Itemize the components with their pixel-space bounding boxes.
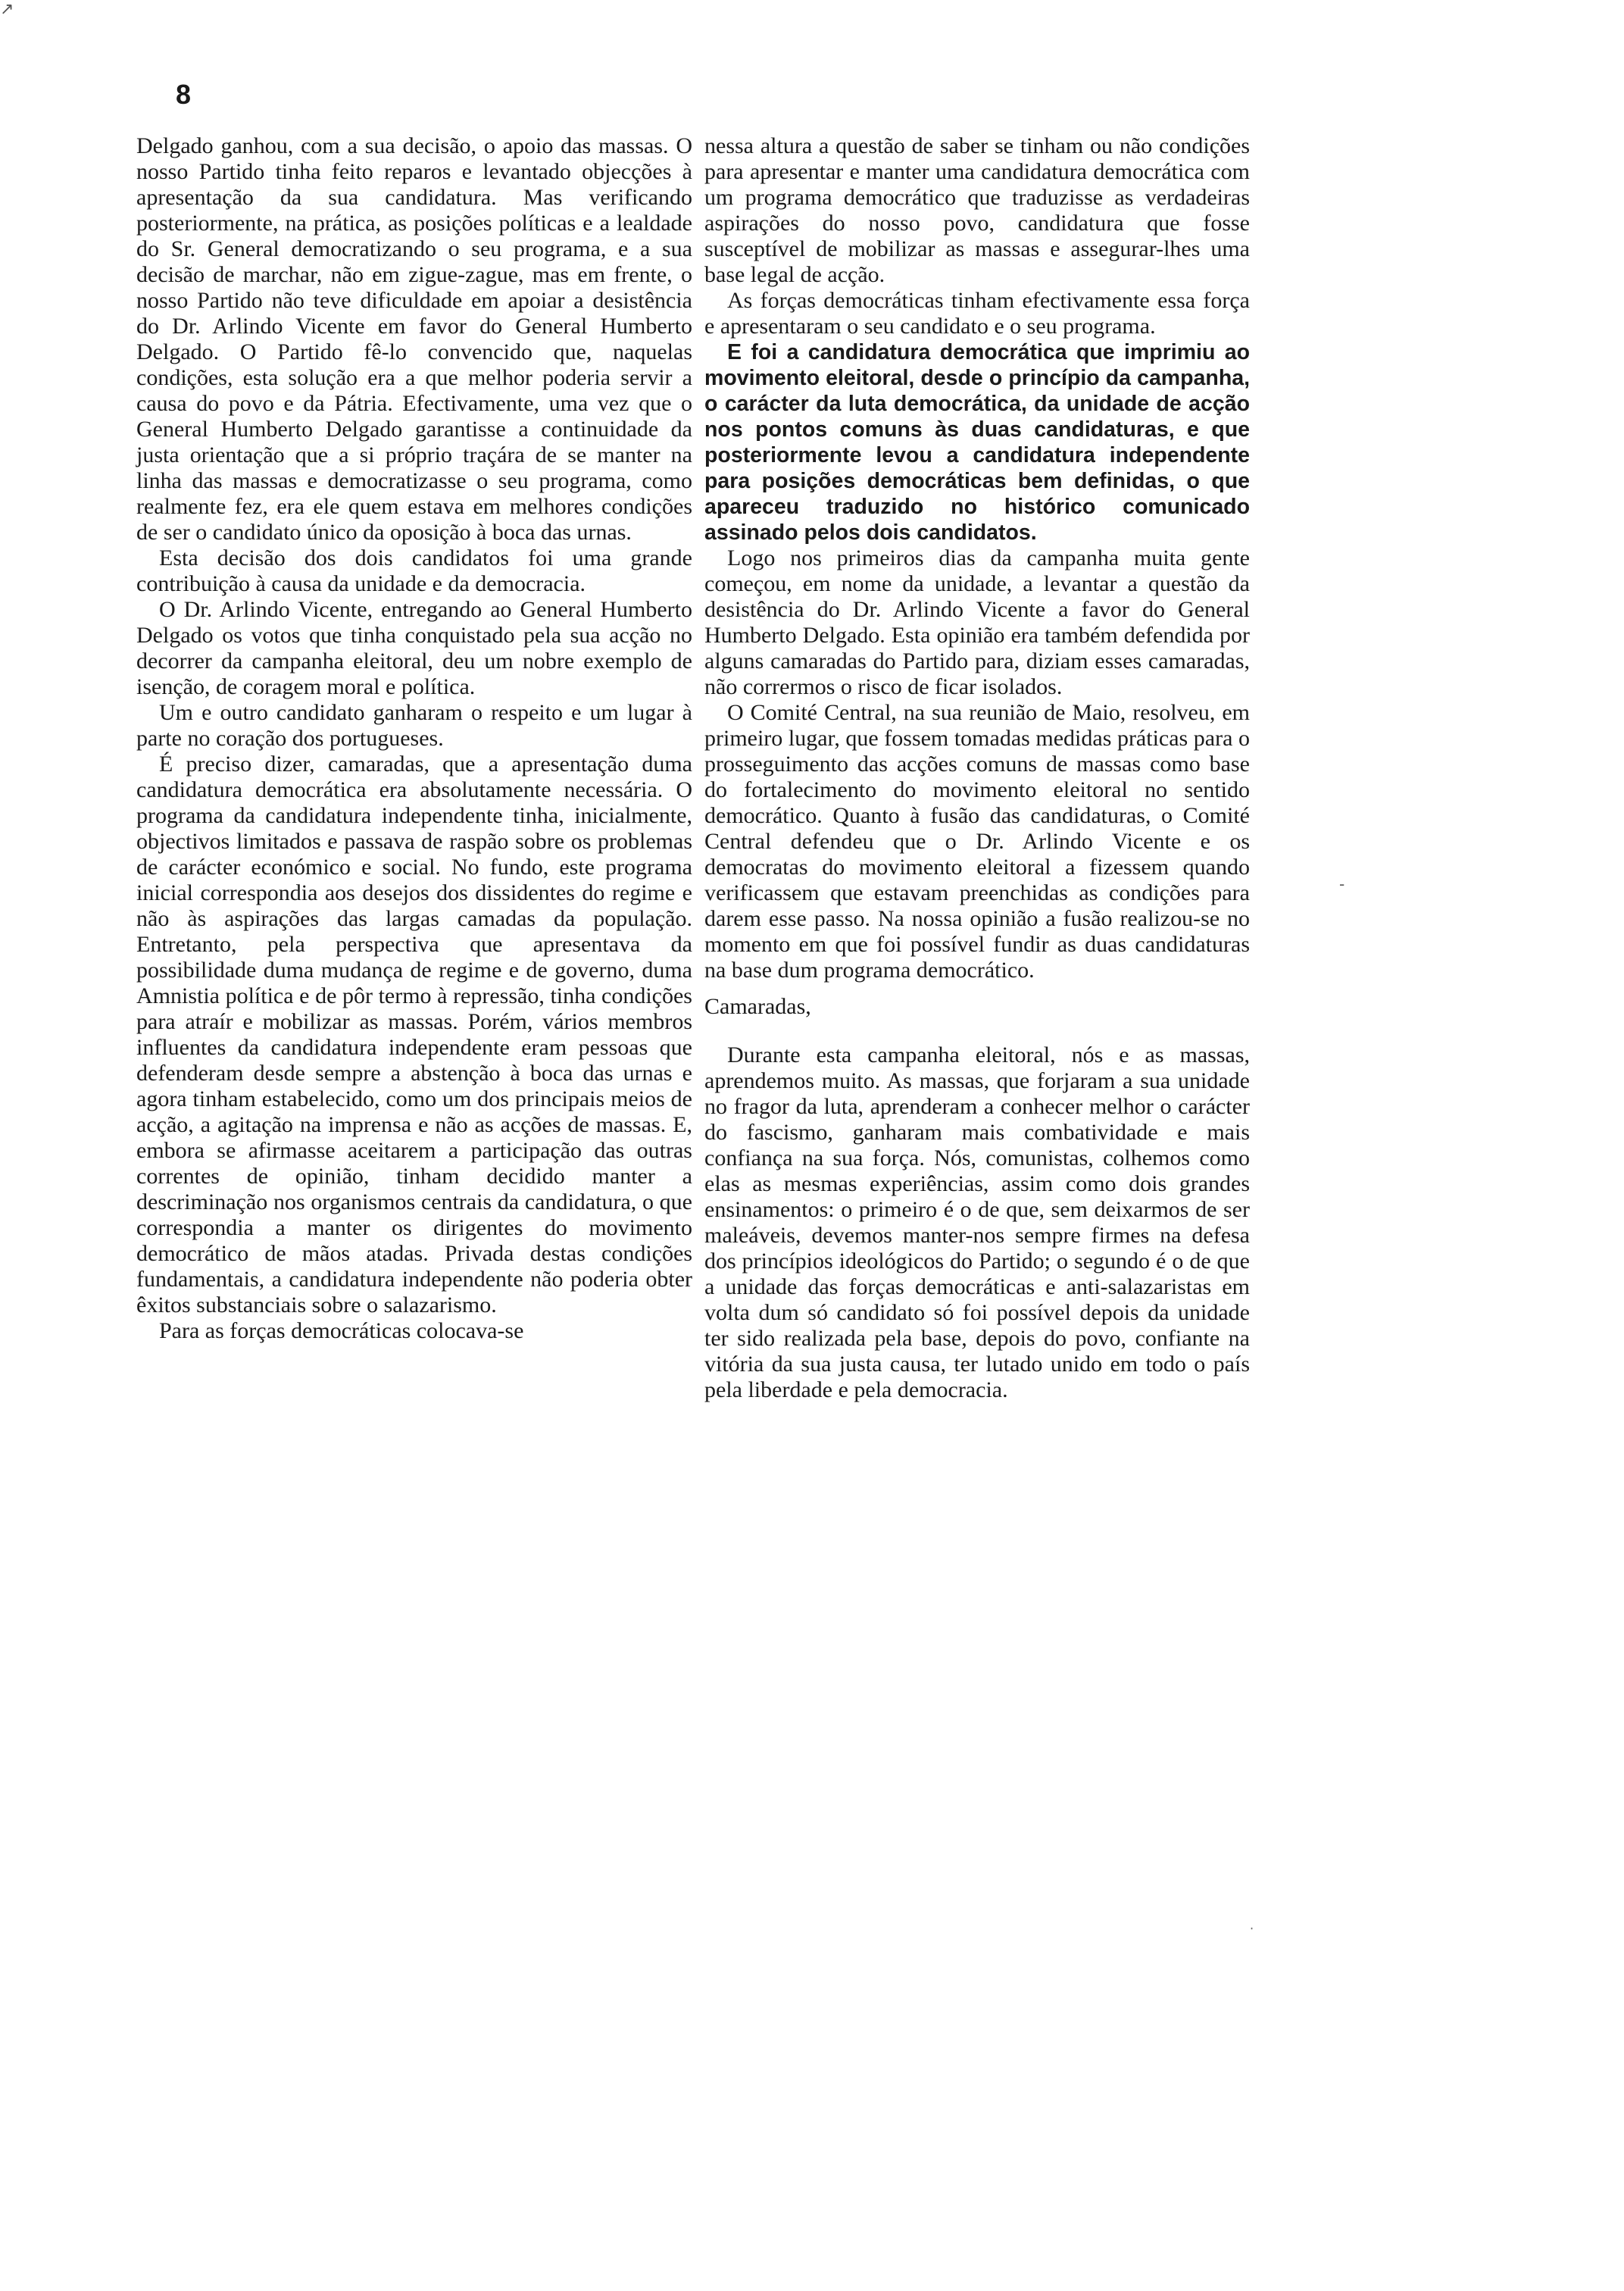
scan-mark: · xyxy=(1250,1921,1254,1936)
body-paragraph: As forças democráticas tinham efectivamente essa força e apresentaram o seu candidato e o seu programa. xyxy=(704,288,1250,339)
body-paragraph: O Dr. Arlindo Vicente, entregando ao General Humberto Delgado os votos que tinha conquistado pela sua acção no decorrer da campanha eleitoral, deu um nobre exemplo de isenção, de coragem moral e política. xyxy=(136,597,692,699)
body-paragraph: O Comité Central, na sua reunião de Maio, resolveu, em primeiro lugar, que fossem tomadas medidas práticas para o prosseguimento das acções comuns de massas como base do fortalecimento do movimento eleitoral no sentido democrático. Quanto à fusão das candidaturas, o Comité Central defendeu que o Dr. Arlindo Vicente e os democratas do movimento eleitoral a fizessem quando verificassem que estavam preenchidas as condições para darem esse passo. Na nossa opinião a fusão realizou-se no momento em que foi possível fundir as duas candidaturas na base dum programa democrático. xyxy=(704,700,1250,983)
left-text-column xyxy=(136,133,692,1344)
body-paragraph: Um e outro candidato ganharam o respeito e um lugar à parte no coração dos portugueses. xyxy=(136,700,692,751)
body-paragraph: Esta decisão dos dois candidatos foi uma grande contribuição à causa da unidade e da democracia. xyxy=(136,545,692,596)
salutation: Camaradas, xyxy=(704,994,811,1019)
body-paragraph: É preciso dizer, camaradas, que a apresentação duma candidatura democrática era absolutamente necessária. O programa da candidatura independente tinha, inicialmente, objectivos limitados e passava de raspão sobre os problemas de carácter económico e social. No fundo, este programa inicial correspondia aos desejos dos dissidentes do regime e não às aspirações das largas camadas da população. Entretanto, pela perspectiva que apresentava da possibilidade duma mudança de regime e de governo, duma Amnistia política e de pôr termo à repressão, tinha condições para atraír e mobilizar as massas. Porém, vários membros influentes da candidatura independente eram pessoas que defenderam desde sempre a abstenção à boca das urnas e agora tinham estabelecido, como um dos principais meios de acção, a agitação na imprensa e não as acções de massas. E, embora se afirmasse aceitarem a participação das outras correntes de opinião, tinham decidido manter a descriminação nos organismos centrais da candidatura, o que correspondia a manter os dirigentes do movimento democrático de mãos atadas. Privada destas condições fundamentais, a candidatura independente não poderia obter êxitos substanciais sobre o salazarismo. xyxy=(136,752,692,1317)
right-text-column xyxy=(704,133,1250,1403)
body-paragraph: Durante esta campanha eleitoral, nós e as massas, aprendemos muito. As massas, que forjaram a sua unidade no fragor da luta, aprenderam a conhecer melhor o carácter do fascismo, ganharam mais combatividade e mais confiança na sua força. Nós, comunistas, colhemos como elas as mesmas experiências, assim como dois grandes ensinamentos: o primeiro é o de que, sem deixarmos de ser maleáveis, devemos manter-nos sempre firmes na defesa dos princípios ideológicos do Partido; o segundo é o de que a unidade das forças democráticas e anti-salazaristas em volta dum só candidato só foi possível depois da unidade ter sido realizada pela base, depois do povo, confiante na vitória da sua justa causa, ter lutado unido em todo o país pela liberdade e pela democracia. xyxy=(704,1042,1250,1402)
body-paragraph: Delgado ganhou, com a sua decisão, o apoio das massas. O nosso Partido tinha feito reparos e levantado objecções à apresentação da sua candidatura. Mas verificando posteriormente, na prática, as posições políticas e a lealdade do Sr. General democratizando o seu programa, e a sua decisão de marchar, não em zigue-zague, mas em frente, o nosso Partido não teve dificuldade em apoiar a desistência do Dr. Arlindo Vicente em favor do General Humberto Delgado. O Partido fê-lo convencido que, naquelas condições, esta solução era a que melhor poderia servir a causa do povo e da Pátria. Efectivamente, uma vez que o General Humberto Delgado garantisse a continuidade da justa orientação que a si próprio traçára de se manter na linha das massas e democratizasse o seu programa, como realmente fez, era ele quem estava em melhores condições de ser o candidato único da oposição à boca das urnas. xyxy=(136,133,692,545)
scan-mark: - xyxy=(1339,875,1345,893)
emphasized-paragraph: E foi a candidatura democrática que imprimiu ao movimento eleitoral, desde o princípio da campanha, o carácter da luta democrática, da unidade de acção nos pontos comuns às duas candidaturas, e que posteriormente levou a candidatura independente para posições democráticas bem definidas, o que apareceu traduzido no histórico comunicado assinado pelos dois candidatos. xyxy=(704,340,1250,545)
body-paragraph: Para as forças democráticas colocava-se xyxy=(159,1318,524,1343)
scan-mark: ↗ xyxy=(0,0,14,19)
body-paragraph: Logo nos primeiros dias da campanha muita gente começou, em nome da unidade, a levantar a questão da desistência do Dr. Arlindo Vicente a favor do General Humberto Delgado. Esta opinião era também defendida por alguns camaradas do Partido para, diziam esses camaradas, não corrermos o risco de ficar isolados. xyxy=(704,545,1250,699)
body-paragraph: nessa altura a questão de saber se tinham ou não condições para apresentar e manter uma candidatura democrática com um programa democrático que traduzisse as verdadeiras aspirações do nosso povo, candidatura que fosse susceptível de mobilizar as massas e assegurar-lhes uma base legal de acção. xyxy=(704,133,1250,287)
page-number: 8 xyxy=(176,79,192,110)
